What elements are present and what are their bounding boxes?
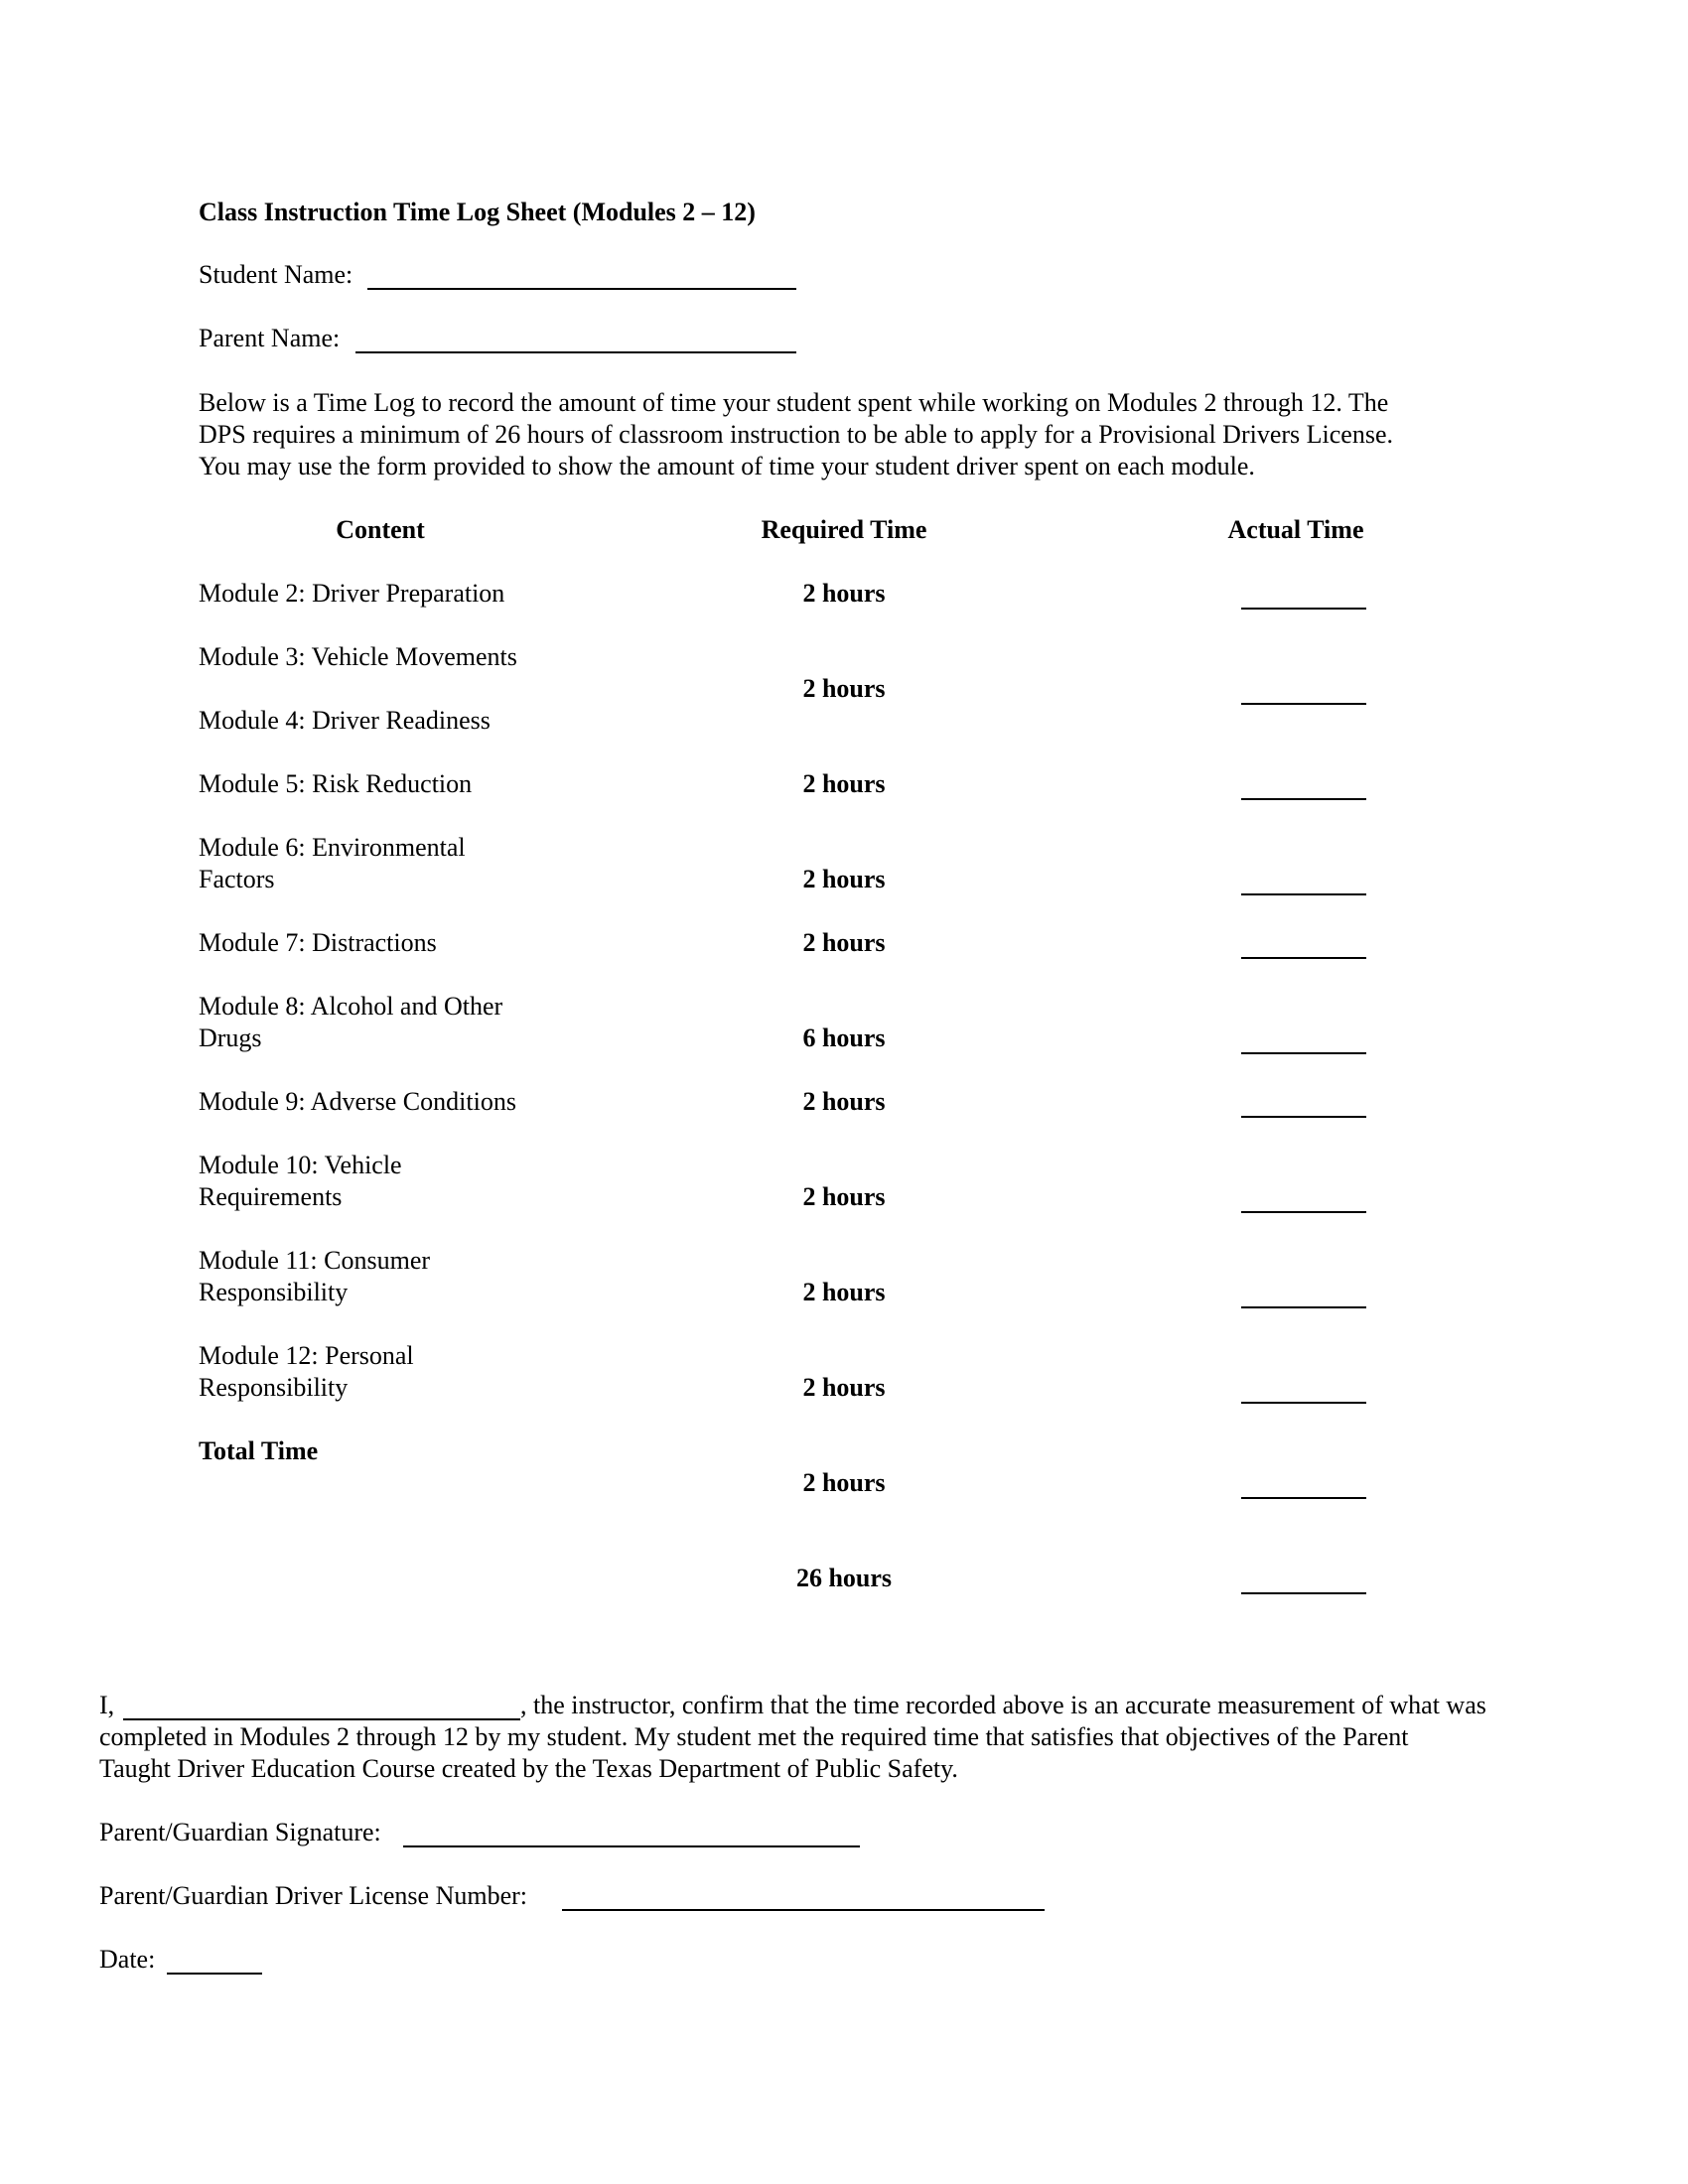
parent-name-field[interactable] xyxy=(355,351,796,353)
required-time-value: 2 hours xyxy=(802,865,886,893)
intro-line-2: DPS requires a minimum of 26 hours of classroom instruction to be able to apply for a Provisional Drivers License. xyxy=(199,420,1393,449)
required-time-value: 2 hours xyxy=(802,928,886,957)
actual-time-field[interactable] xyxy=(1241,1497,1366,1499)
actual-time-field[interactable] xyxy=(1241,703,1366,705)
module-6-label-line-2: Factors xyxy=(199,865,275,893)
module-12-label-line-2: Responsibility xyxy=(199,1373,349,1402)
actual-time-field[interactable] xyxy=(1241,1052,1366,1054)
total-actual-time-field[interactable] xyxy=(1241,1592,1366,1594)
date-label: Date: xyxy=(99,1945,156,1974)
required-time-value: 2 hours xyxy=(802,674,886,703)
required-time-value: 6 hours xyxy=(802,1024,886,1052)
license-number-field[interactable] xyxy=(562,1909,1045,1911)
module-11-label-line-1: Module 11: Consumer xyxy=(199,1246,431,1275)
intro-line-1: Below is a Time Log to record the amount of time your student spent while working on Modules 2 through 12. The xyxy=(199,388,1389,417)
module-6-label-line-1: Module 6: Environmental xyxy=(199,833,466,862)
actual-time-field[interactable] xyxy=(1241,1116,1366,1118)
required-time-value: 2 hours xyxy=(802,1087,886,1116)
page-title: Class Instruction Time Log Sheet (Modules 2 – 12) xyxy=(199,198,756,226)
license-number-label: Parent/Guardian Driver License Number: xyxy=(99,1881,528,1910)
student-name-field[interactable] xyxy=(367,288,796,290)
module-3-label: Module 3: Vehicle Movements xyxy=(199,642,517,671)
actual-time-field[interactable] xyxy=(1241,957,1366,959)
required-time-value: 2 hours xyxy=(802,1278,886,1306)
module-8-label-line-1: Module 8: Alcohol and Other xyxy=(199,992,503,1021)
required-time-value: 2 hours xyxy=(802,1182,886,1211)
date-field[interactable] xyxy=(167,1973,262,1975)
module-4-label: Module 4: Driver Readiness xyxy=(199,706,491,735)
required-time-value: 2 hours xyxy=(802,1468,886,1497)
module-2-label: Module 2: Driver Preparation xyxy=(199,579,505,608)
module-8-label-line-2: Drugs xyxy=(199,1024,262,1052)
actual-time-field[interactable] xyxy=(1241,1211,1366,1213)
parent-name-label: Parent Name: xyxy=(199,324,341,352)
student-name-label: Student Name: xyxy=(199,260,353,289)
confirmation-line-1: , the instructor, confirm that the time recorded above is an accurate measurement of what was xyxy=(520,1691,1486,1719)
module-10-label-line-1: Module 10: Vehicle xyxy=(199,1151,402,1179)
intro-line-3: You may use the form provided to show the amount of time your student driver spent on each module. xyxy=(199,452,1255,480)
module-12-label-line-1: Module 12: Personal xyxy=(199,1341,414,1370)
signature-field[interactable] xyxy=(403,1845,860,1847)
confirmation-prefix: I, xyxy=(99,1691,115,1719)
required-time-value: 2 hours xyxy=(802,769,886,798)
actual-time-field[interactable] xyxy=(1241,798,1366,800)
signature-label: Parent/Guardian Signature: xyxy=(99,1818,381,1846)
confirmation-line-3: Taught Driver Education Course created by the Texas Department of Public Safety. xyxy=(99,1754,958,1783)
header-actual-time: Actual Time xyxy=(1227,515,1364,544)
module-11-label-line-2: Responsibility xyxy=(199,1278,349,1306)
required-time-value: 2 hours xyxy=(802,1373,886,1402)
actual-time-field[interactable] xyxy=(1241,1306,1366,1308)
header-content: Content xyxy=(336,515,425,544)
required-time-value: 2 hours xyxy=(802,579,886,608)
total-time-label: Total Time xyxy=(199,1436,319,1465)
module-5-label: Module 5: Risk Reduction xyxy=(199,769,473,798)
module-7-label: Module 7: Distractions xyxy=(199,928,437,957)
module-9-label: Module 9: Adverse Conditions xyxy=(199,1087,516,1116)
instructor-name-field[interactable] xyxy=(123,1718,520,1720)
actual-time-field[interactable] xyxy=(1241,893,1366,895)
module-10-label-line-2: Requirements xyxy=(199,1182,343,1211)
header-required-time: Required Time xyxy=(761,515,927,544)
actual-time-field[interactable] xyxy=(1241,1402,1366,1404)
confirmation-line-2: completed in Modules 2 through 12 by my student. My student met the required time that satisfies that objectives of the Parent xyxy=(99,1722,1409,1751)
actual-time-field[interactable] xyxy=(1241,608,1366,610)
total-required-time-value: 26 hours xyxy=(795,1564,893,1592)
